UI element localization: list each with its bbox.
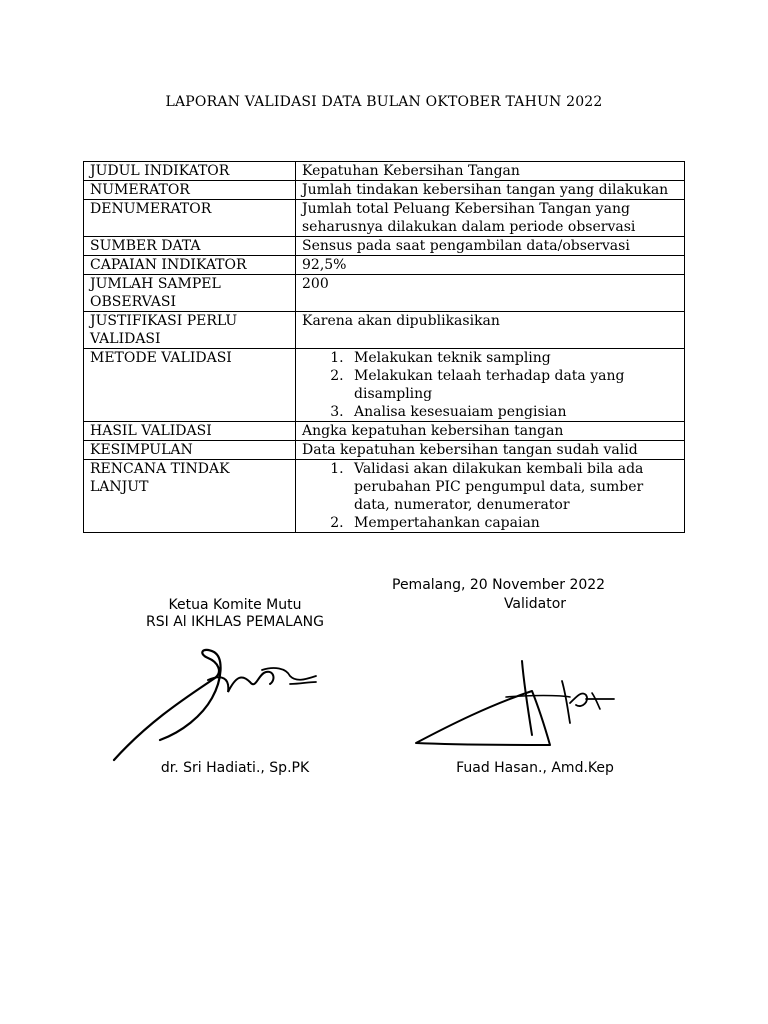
- row-value: Data kepatuhan kebersihan tangan sudah valid: [296, 441, 685, 460]
- list-item: 1. Validasi akan dilakukan kembali bila ada perubahan PIC pengumpul data, sumber data, numerator, denumerator: [348, 460, 679, 514]
- row-label: HASIL VALIDASI: [84, 422, 296, 441]
- row-label: RENCANA TINDAK LANJUT: [84, 460, 296, 533]
- row-value: Jumlah tindakan kebersihan tangan yang dilakukan: [296, 181, 685, 200]
- row-label: JUDUL INDIKATOR: [84, 162, 296, 181]
- table-row: [84, 275, 685, 312]
- row-value: Angka kepatuhan kebersihan tangan: [296, 422, 685, 441]
- row-label: CAPAIAN INDIKATOR: [84, 256, 296, 275]
- list-item: 2. Melakukan telaah terhadap data yang disampling: [348, 367, 679, 403]
- followup-list: [302, 460, 679, 532]
- row-value: 200: [296, 275, 685, 312]
- row-label: JUMLAH SAMPEL OBSERVASI: [84, 275, 296, 312]
- list-item: 1. Melakukan teknik sampling: [348, 349, 679, 367]
- table-row: [84, 256, 685, 275]
- committee-role: Ketua Komite Mutu: [168, 597, 302, 613]
- committee-name: dr. Sri Hadiati., Sp.PK: [160, 760, 310, 776]
- validation-table: [83, 161, 685, 533]
- row-value: 92,5%: [296, 256, 685, 275]
- left-signature: [90, 640, 330, 770]
- table-row: [84, 162, 685, 181]
- table-row: [84, 237, 685, 256]
- row-value: Jumlah total Peluang Kebersihan Tangan yang seharusnya dilakukan dalam periode observasi: [296, 200, 685, 237]
- row-label: KESIMPULAN: [84, 441, 296, 460]
- row-value: [296, 460, 685, 533]
- table-row: [84, 312, 685, 349]
- list-item: 3. Analisa kesesuaiam pengisian: [348, 403, 679, 421]
- table-row: [84, 422, 685, 441]
- table-row: [84, 200, 685, 237]
- method-list: [302, 349, 679, 421]
- document-title: LAPORAN VALIDASI DATA BULAN OKTOBER TAHUN 2022: [165, 94, 603, 110]
- row-value: Sensus pada saat pengambilan data/observasi: [296, 237, 685, 256]
- committee-org: RSI Al IKHLAS PEMALANG: [146, 614, 324, 630]
- validator-role: Validator: [503, 596, 567, 612]
- row-label: JUSTIFIKASI PERLU VALIDASI: [84, 312, 296, 349]
- table-row: [84, 441, 685, 460]
- row-label: DENUMERATOR: [84, 200, 296, 237]
- row-value: Kepatuhan Kebersihan Tangan: [296, 162, 685, 181]
- table-row: [84, 460, 685, 533]
- row-label: SUMBER DATA: [84, 237, 296, 256]
- list-item: 2. Mempertahankan capaian: [348, 514, 679, 532]
- place-date: Pemalang, 20 November 2022: [392, 577, 606, 593]
- row-value: Karena akan dipublikasikan: [296, 312, 685, 349]
- validator-name: Fuad Hasan., Amd.Kep: [456, 760, 614, 776]
- table-row: [84, 349, 685, 422]
- table-row: [84, 181, 685, 200]
- right-signature: [410, 655, 630, 755]
- row-label: NUMERATOR: [84, 181, 296, 200]
- row-label: METODE VALIDASI: [84, 349, 296, 422]
- row-value: [296, 349, 685, 422]
